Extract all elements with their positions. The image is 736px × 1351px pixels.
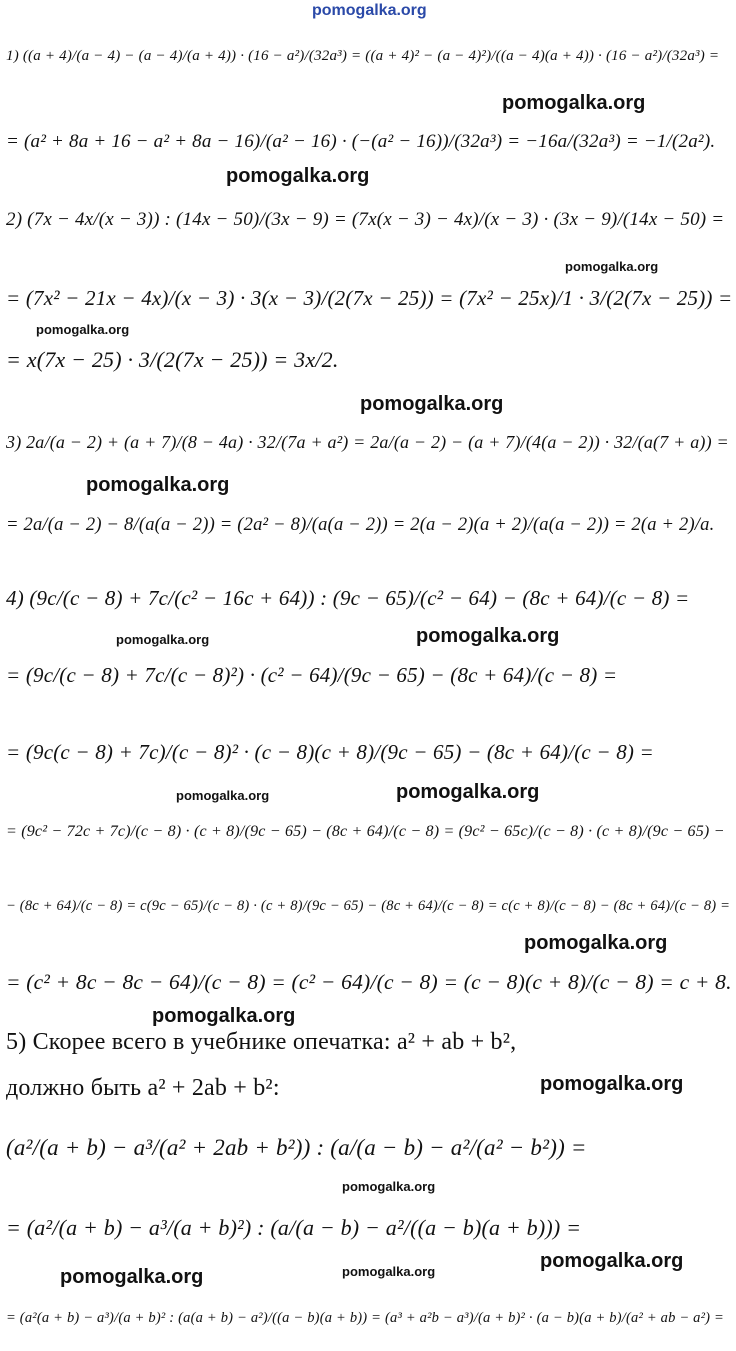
line-1: 1) ((a + 4)/(a − 4) − (a − 4)/(a + 4)) · (16 − a²)/(32a³) = ((a + 4)² − (a − 4)²)/((a − 4)(a + 4)) · (16 − a²)/(32a³) =	[6, 47, 720, 64]
watermark: pomogalka.org	[416, 625, 560, 647]
line-3: 2) (7x − 4x/(x − 3)) : (14x − 50)/(3x − 9) = (7x(x − 3) − 4x)/(x − 3) · (3x − 9)/(14x − 50) =	[6, 209, 725, 230]
line-15: должно быть a² + 2ab + b²:	[6, 1074, 280, 1101]
line-8: 4) (9c/(c − 8) + 7c/(c² − 16c + 64)) : (9c − 65)/(c² − 64) − (8c + 64)/(c − 8) =	[6, 585, 690, 610]
line-11: = (9c² − 72c + 7c)/(c − 8) · (c + 8)/(9c − 65) − (8c + 64)/(c − 8) = (9c² − 65c)/(c − 8) · (c + 8)/(9c − 65) −	[6, 823, 725, 840]
watermark: pomogalka.org	[116, 632, 210, 647]
watermark: pomogalka.org	[226, 165, 370, 187]
watermark: pomogalka.org	[524, 932, 668, 954]
line-5: = x(7x − 25) · 3/(2(7x − 25)) = 3x/2.	[6, 347, 339, 372]
watermark: pomogalka.org	[60, 1266, 204, 1288]
watermark: pomogalka.org	[360, 393, 504, 415]
watermark: pomogalka.org	[36, 322, 130, 337]
watermark: pomogalka.org	[502, 92, 646, 114]
line-10: = (9c(c − 8) + 7c)/(c − 8)² · (c − 8)(c + 8)/(9c − 65) − (8c + 64)/(c − 8) =	[6, 739, 654, 764]
watermark: pomogalka.org	[176, 788, 270, 803]
watermark: pomogalka.org	[86, 474, 230, 496]
line-2: = (a² + 8a + 16 − a² + 8a − 16)/(a² − 16) · (−(a² − 16))/(32a³) = −16a/(32a³) = −1/(2a²).	[6, 131, 716, 152]
watermark: pomogalka.org	[540, 1250, 684, 1272]
watermark: pomogalka.org	[342, 1179, 436, 1194]
line-14: 5) Скорее всего в учебнике опечатка: a² + ab + b²,	[6, 1028, 517, 1055]
line-12: − (8c + 64)/(c − 8) = c(9c − 65)/(c − 8) · (c + 8)/(9c − 65) − (8c + 64)/(c − 8) = c(c + 8)/(c − 8) − (8c + 64)/(c − 8) =	[6, 897, 731, 914]
line-17: = (a²/(a + b) − a³/(a + b)²) : (a/(a − b) − a²/((a − b)(a + b))) =	[6, 1215, 582, 1240]
watermark: pomogalka.org	[540, 1073, 684, 1095]
line-16: (a²/(a + b) − a³/(a² + 2ab + b²)) : (a/(a − b) − a²/(a² − b²)) =	[6, 1135, 587, 1160]
watermark: pomogalka.org	[152, 1005, 296, 1027]
line-4: = (7x² − 21x − 4x)/(x − 3) · 3(x − 3)/(2(7x − 25)) = (7x² − 25x)/1 · 3/(2(7x − 25)) =	[6, 285, 733, 310]
line-7: = 2a/(a − 2) − 8/(a(a − 2)) = (2a² − 8)/(a(a − 2)) = 2(a − 2)(a + 2)/(a(a − 2)) = 2(a + 2)/a.	[6, 514, 715, 535]
line-13: = (c² + 8c − 8c − 64)/(c − 8) = (c² − 64)/(c − 8) = (c − 8)(c + 8)/(c − 8) = c + 8.	[6, 969, 732, 994]
line-6: 3) 2a/(a − 2) + (a + 7)/(8 − 4a) · 32/(7a + a²) = 2a/(a − 2) − (a + 7)/(4(a − 2)) · 32/(a(7 + a)) =	[6, 431, 729, 452]
watermark-top: pomogalka.org	[312, 2, 427, 19]
line-9: = (9c/(c − 8) + 7c/(c − 8)²) · (c² − 64)/(9c − 65) − (8c + 64)/(c − 8) =	[6, 662, 618, 687]
line-18: = (a²(a + b) − a³)/(a + b)² : (a(a + b) − a²)/((a − b)(a + b)) = (a³ + a²b − a³)/(a + b)² · (a − b)(a + b)/(a² + ab − a²) =	[6, 1309, 725, 1326]
watermark: pomogalka.org	[342, 1264, 436, 1279]
watermark: pomogalka.org	[565, 259, 659, 274]
watermark: pomogalka.org	[396, 781, 540, 803]
